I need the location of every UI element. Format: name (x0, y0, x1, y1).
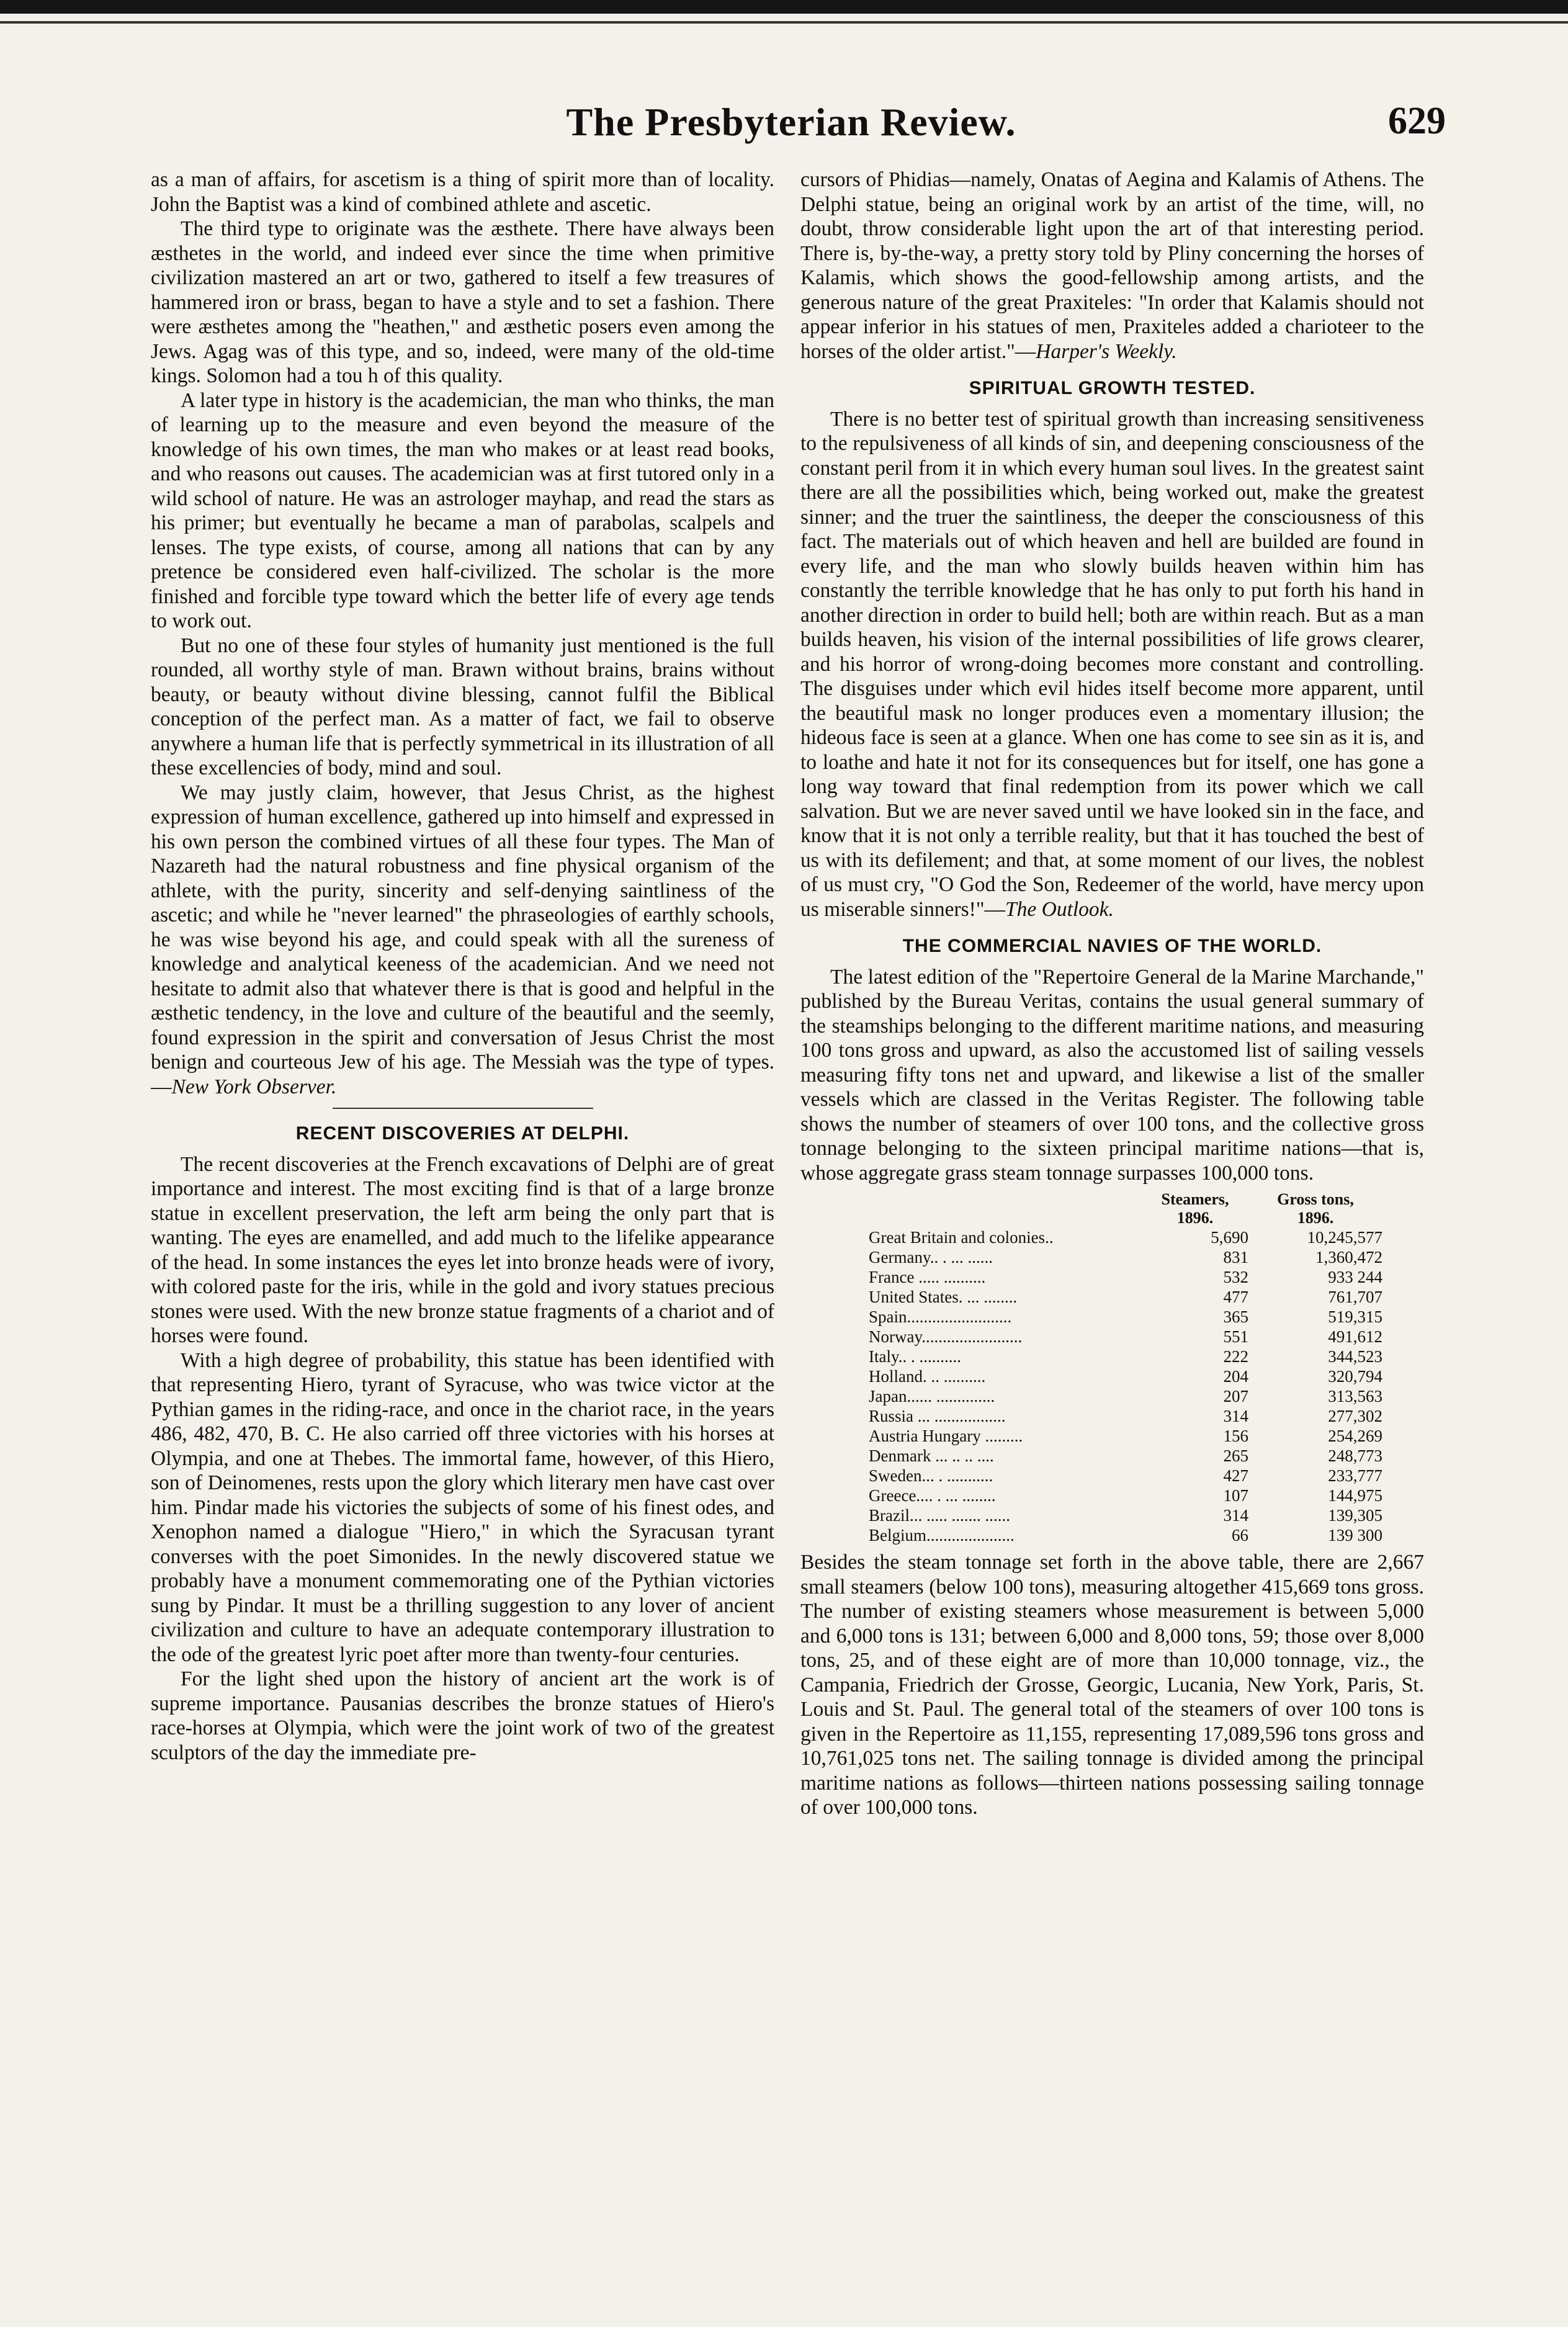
country-cell: Denmark ... .. .. .... (869, 1446, 994, 1465)
year-header: 1896. (1297, 1209, 1334, 1227)
steamers-cell: 204 (1223, 1367, 1248, 1386)
paragraph (151, 781, 774, 1100)
steamers-cell: 156 (1223, 1427, 1248, 1445)
table-row (869, 1486, 1382, 1505)
table-header-row (869, 1190, 1382, 1209)
tons-header: Gross tons, (1277, 1190, 1354, 1208)
table-row (869, 1307, 1382, 1327)
country-cell: Holland. .. .......... (869, 1367, 986, 1386)
paragraph: The recent discoveries at the French excavations of Delphi are of great importance and interest. The most exciting find is that of a large bronze statue in excellent preservation, the left arm being the only part that is wanting. The eyes are enamelled, and add much to the lifelike appearance of the head. In some instances the eyes let into bronze heads were of ivory, with colored paste for the iris, while in the gold and ivory statues precious stones were used. With the new bronze statue fragments of a chariot and of horses were found. (151, 1152, 774, 1347)
section-heading-delphi: RECENT DISCOVERIES AT DELPHI. (295, 1123, 630, 1144)
country-cell: Germany.. . ... ...... (869, 1248, 993, 1267)
tons-cell: 761,707 (1328, 1288, 1382, 1306)
tons-cell: 248,773 (1328, 1446, 1382, 1465)
left-column (151, 168, 774, 2296)
journal-title: The Presbyterian Review. (566, 100, 1016, 144)
country-cell: Japan...... .............. (869, 1387, 995, 1406)
country-header (869, 1190, 1142, 1209)
country-header (869, 1209, 1142, 1227)
country-cell: Great Britain and colonies.. (869, 1228, 1054, 1247)
steamers-cell: 222 (1223, 1347, 1248, 1366)
page-number: 629 (1388, 100, 1446, 142)
table-row (869, 1366, 1382, 1386)
tons-cell: 313,563 (1328, 1387, 1382, 1406)
paragraph: For the light shed upon the history of ancient art the work is of supreme importance. Pausanias describes the bronze statues of Hiero's race-horses at Olympia, which were the joint work of two of the greatest sculptors of the day the immediate pre- (151, 1667, 774, 1764)
section-divider (333, 1108, 593, 1109)
source-attribution: Harper's Weekly. (1036, 339, 1177, 363)
paragraph (800, 168, 1424, 364)
country-cell: Norway........................ (869, 1327, 1023, 1346)
table-row (869, 1386, 1382, 1406)
steamers-cell: 532 (1223, 1268, 1248, 1286)
country-cell: Austria Hungary ......... (869, 1427, 1023, 1445)
paragraph (800, 407, 1424, 922)
tons-cell: 344,523 (1328, 1347, 1382, 1366)
country-cell: United States. ... ........ (869, 1288, 1018, 1306)
tons-cell: 10,245,577 (1307, 1228, 1382, 1247)
paragraph: But no one of these four styles of humanity just mentioned is the full rounded, all worthy style of man. Brawn without brains, brains without beauty, or beauty without divine blessing, cannot fulfil the Biblical conception of the perfect man. As a matter of fact, we fail to observe anywhere a human life that is perfectly symmetrical in its illustration of all these excellencies of body, mind and soul. (151, 634, 774, 779)
steamers-cell: 365 (1223, 1307, 1248, 1326)
paragraph: The latest edition of the "Repertoire General de la Marine Marchande," published by the Bureau Veritas, contains the usual general summary of the steamships belonging to the different maritime nations, and measuring 100 tons gross and upward, as also the accustomed list of sailing vessels measuring fifty tons net and upward, and likewise a list of the smaller vessels which are classed in the Veritas Register. The following table shows the number of steamers of over 100 tons, and the collective gross tonnage belonging to the sixteen principal maritime nations—that is, whose aggregate grass steam tonnage surpasses 100,000 tons. (800, 965, 1424, 1185)
table-row (869, 1446, 1382, 1466)
steamers-cell: 107 (1223, 1486, 1248, 1505)
tons-cell: 139 300 (1328, 1526, 1382, 1545)
paragraph-text: cursors of Phidias—namely, Onatas of Aegina and Kalamis of Athens. The Delphi statue, being an original work by an artist of the time, will, no doubt, throw considerable light upon the art of that interesting period. There is, by-the-way, a pretty story told by Pliny concerning the horses of Kalamis, which shows the good-fellowship among artists, and the generous nature of the great Praxiteles: "In order that Kalamis should not appear inferior in his statues of men, Praxiteles added a charioteer to the horses of the older artist."— (800, 168, 1424, 363)
table-row (869, 1247, 1382, 1267)
tonnage-table (869, 1190, 1382, 1545)
table-row (869, 1525, 1382, 1545)
steamers-header: Steamers, (1161, 1190, 1229, 1208)
section-heading-navies: THE COMMERCIAL NAVIES OF THE WORLD. (902, 936, 1322, 956)
paragraph: With a high degree of probability, this statue has been identified with that representing Hiero, tyrant of Syracuse, who was twice victor at the Pythian games in the riding-race, and once in the chariot race, in the years 486, 482, 470, B. C. He also carried off three victories with his horses at Olympia, and one at Thebes. The immortal fame, however, of this Hiero, son of Deinomenes, rests upon the glory which literary men have cast over him. Pindar made his victories the subjects of some of his finest odes, and Xenophon named a dialogue "Hiero," in which the Syracusan tyrant converses with the poet Simonides. In the newly discovered statue we probably have a monument commemorating one of the Pythian victories sung by Pindar. It must be a thrilling suggestion to any lover of ancient civilization and culture to have an adequate contemporary illustration to the ode of the greatest lyric poet after more than twenty-four centuries. (151, 1348, 774, 1666)
steamers-cell: 265 (1223, 1446, 1248, 1465)
steamers-cell: 5,690 (1211, 1228, 1248, 1247)
country-cell: Spain......................... (869, 1307, 1012, 1326)
tons-cell: 519,315 (1328, 1307, 1382, 1326)
country-cell: Brazil... ..... ....... ...... (869, 1506, 1010, 1525)
tons-cell: 233,777 (1328, 1466, 1382, 1485)
year-header: 1896. (1176, 1209, 1214, 1227)
tons-cell: 491,612 (1328, 1327, 1382, 1346)
table-row (869, 1267, 1382, 1287)
country-cell: Italy.. . .......... (869, 1347, 961, 1366)
tons-cell: 277,302 (1328, 1407, 1382, 1425)
steamers-cell: 551 (1223, 1327, 1248, 1346)
table-row (869, 1505, 1382, 1525)
steamers-cell: 314 (1223, 1506, 1248, 1525)
table-row (869, 1287, 1382, 1307)
country-cell: Sweden... . ........... (869, 1466, 993, 1485)
tons-cell: 1,360,472 (1315, 1248, 1382, 1267)
table-row (869, 1347, 1382, 1366)
tons-cell: 144,975 (1328, 1486, 1382, 1505)
country-cell: France ..... .......... (869, 1268, 986, 1286)
steamers-cell: 831 (1223, 1248, 1248, 1267)
paragraph: as a man of affairs, for ascetism is a thing of spirit more than of locality. John the Baptist was a kind of combined athlete and ascetic. (151, 168, 774, 216)
page-edge-bar (0, 0, 1568, 14)
steamers-cell: 477 (1223, 1288, 1248, 1306)
tonnage-table-body (869, 1227, 1382, 1545)
section-heading-spiritual: SPIRITUAL GROWTH TESTED. (969, 378, 1256, 398)
tons-cell: 320,794 (1328, 1367, 1382, 1386)
paragraph: The third type to originate was the æsthete. There have always been æsthetes in the world, and indeed ever since the time when primitive civilization mastered an art or two, gathered to itself a few treasures of hammered iron or brass, began to have a style and to set a fashion. There were æsthetes among the "heathen," and æsthetic posers even among the Jews. Agag was of this type, and so, indeed, were many of the old-time kings. Solomon had a tou h of this quality. (151, 217, 774, 387)
table-row (869, 1327, 1382, 1347)
steamers-cell: 66 (1232, 1526, 1248, 1545)
tons-cell: 254,269 (1328, 1427, 1382, 1445)
steamers-cell: 427 (1223, 1466, 1248, 1485)
steamers-cell: 314 (1223, 1407, 1248, 1425)
source-attribution: New York Observer. (171, 1075, 337, 1098)
country-cell: Greece.... . ... ........ (869, 1486, 996, 1505)
paragraph-text: There is no better test of spiritual growth than increasing sensitiveness to the repulsiveness of all kinds of sin, and deepening consciousness of the constant peril from it in which every human soul lives. In the greatest saint there are all the possibilities which, being worked out, make the greatest sinner; and the truer the saintliness, the deeper the consciousness of this fact. The materials out of which heaven and hell are builded are found in every life, and the man who slowly builds heaven within him has constantly the terrible knowledge that he has only to put forth his hand in another direction in order to build hell; both are within reach. But as a man builds heaven, his vision of the internal possibilities of life grows clearer, and his horror of wrong-doing becomes more constant and controlling. The disguises under which evil hides itself become more apparent, until the beautiful mask no longer produces even a momentary illusion; the hideous face is seen at a glance. When one has come to see sin as it is, and to loathe and hate it not for its consequences but for itself, one has gone a long way toward that final redemption from its power which we call salvation. But we are never saved until we have looked sin in the face, and know that it is not only a terrible reality, but that it has touched the best of us with its defilement; and that, at some moment of our lives, the noblest of us must cry, "O God the Son, Redeemer of the world, have mercy upon us miserable sinners!"— (800, 407, 1424, 921)
page-edge-line (0, 21, 1568, 24)
country-cell: Russia ... ................. (869, 1407, 1006, 1425)
table-row (869, 1406, 1382, 1426)
tons-cell: 139,305 (1328, 1506, 1382, 1525)
paragraph: Besides the steam tonnage set forth in the above table, there are 2,667 small steamers (below 100 tons), measuring altogether 415,669 tons gross. The number of existing steamers whose measurement is between 5,000 and 6,000 tons is 131; between 6,000 and 8,000 tons, 59; those over 8,000 tons, 25, and of these eight are of more than 10,000 tonnage, viz., the Campania, Friedrich der Grosse, Georgic, Lucania, New York, Paris, St. Louis and St. Paul. The general total of the steamers of over 100 tons is given in the Repertoire as 11,155, representing 17,089,596 tons gross and 10,761,025 tons net. The sailing tonnage is divided among the principal maritime nations as follows—thirteen nations possessing sailing tonnage of over 100,000 tons. (800, 1551, 1424, 1819)
tons-cell: 933 244 (1328, 1268, 1382, 1286)
table-header-row (869, 1209, 1382, 1227)
paragraph-text: We may justly claim, however, that Jesus Christ, as the highest expression of human excellence, gathered up into himself and expressed in his own person the combined virtues of all these four types. The Man of Nazareth had the natural robustness and fine physical organism of the athlete, with the purity, sincerity and self-denying saintliness of the ascetic; and while he "never learned" the phraseologies of earthly schools, he was wise beyond his age, and could speak with all the sureness of knowledge and analytical keeness of the academician. And we need not hesitate to admit also that whatever there is that is good and helpful in the æsthetic tendency, in the love and culture of the beautiful and the seemly, found expression in the spirit and conversation of Jesus Christ the most benign and courteous Jew of his age. The Messiah was the type of types.— (151, 781, 774, 1098)
paragraph: A later type in history is the academician, the man who thinks, the man of learning up to the measure and even beyond the measure of the knowledge of his own times, the man who makes or at least read books, and who reasons out causes. The academician was at first tutored only in a wild school of nature. He was an astrologer mayhap, and read the stars as his primer; but eventually he became a man of parabolas, scalpels and lenses. The type exists, of course, among all nations that can by any pretence be considered even half-civilized. The scholar is the more finished and forcible type toward which the better life of every age tends to work out. (151, 388, 774, 632)
running-header (137, 99, 1446, 155)
table-row (869, 1466, 1382, 1486)
source-attribution: The Outlook. (1005, 897, 1114, 921)
table-row (869, 1227, 1382, 1247)
steamers-cell: 207 (1223, 1387, 1248, 1406)
right-column (800, 168, 1424, 2296)
country-cell: Belgium..................... (869, 1526, 1015, 1545)
table-row (869, 1426, 1382, 1446)
